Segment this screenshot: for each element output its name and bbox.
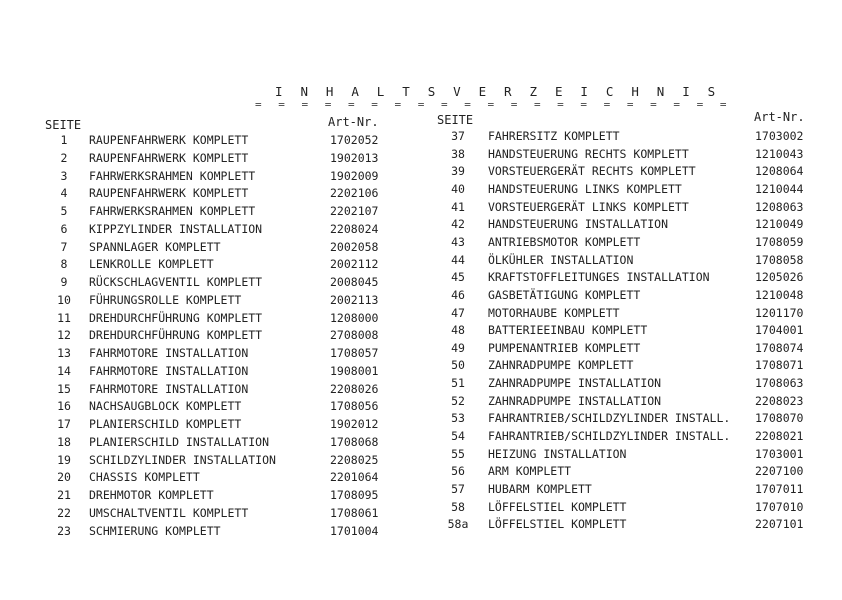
toc-article-number: 1701004 [330,523,379,538]
toc-page-number: 39 [451,164,465,179]
toc-article-number: 1708068 [330,434,379,449]
toc-article-number: 2002058 [330,239,379,254]
toc-section-title: ARM KOMPLETT [488,464,572,479]
toc-article-number: 1208000 [330,310,379,325]
toc-section-title: ANTRIEBSMOTOR KOMPLETT [488,234,641,249]
toc-page-number: 58a [447,517,469,532]
toc-page-number: 58 [451,499,465,514]
toc-section-title: NACHSAUGBLOCK KOMPLETT [89,399,242,414]
toc-page-number: 17 [57,417,71,431]
toc-page-number: 12 [57,328,71,343]
toc-page-number: 19 [57,452,71,467]
toc-page-number: 54 [451,429,465,444]
document-title: I N H A L T S V E R Z E I C H N I S [275,84,721,99]
toc-article-number: 1708056 [330,399,379,414]
toc-section-title: VORSTEUERGERÄT LINKS KOMPLETT [488,199,689,214]
toc-page-number: 37 [451,129,465,143]
toc-article-number: 1902012 [330,417,379,431]
toc-article-number: 1708070 [755,411,804,426]
toc-article-number: 1708059 [755,234,804,249]
toc-page-number: 38 [451,146,465,161]
toc-page-number: 43 [451,234,465,249]
toc-page-number: 45 [451,270,465,285]
toc-page-number: 57 [451,482,465,496]
toc-page-number: 55 [451,446,465,461]
toc-section-title: KRAFTSTOFFLEITUNGES INSTALLATION [488,270,710,285]
toc-page-number: 7 [60,239,68,254]
toc-section-title: VORSTEUERGERÄT RECHTS KOMPLETT [488,164,696,179]
toc-article-number: 1210049 [755,217,804,232]
toc-section-title: HANDSTEUERUNG RECHTS KOMPLETT [488,146,689,161]
toc-page-number: 51 [451,376,465,391]
right-page-column-header: SEITE [437,113,474,127]
toc-article-number: 1703001 [755,446,804,461]
toc-section-title: FAHRMOTORE INSTALLATION [89,363,249,378]
toc-article-number: 1708071 [755,358,804,373]
toc-section-title: FÜHRUNGSROLLE KOMPLETT [89,292,242,307]
toc-page-number: 40 [451,181,465,196]
toc-page-number: 21 [57,488,71,502]
toc-section-title: SPANNLAGER KOMPLETT [89,239,221,254]
toc-article-number: 1902013 [330,150,379,165]
toc-article-number: 1702052 [330,133,379,147]
toc-article-number: 2208023 [755,393,804,408]
toc-page-number: 14 [57,363,71,378]
toc-page-number: 52 [451,393,465,408]
toc-page-number: 8 [60,257,68,272]
toc-section-title: HEIZUNG INSTALLATION [488,446,627,461]
toc-page-number: 6 [60,221,68,236]
toc-article-number: 2008045 [330,275,379,289]
toc-section-title: UMSCHALTVENTIL KOMPLETT [89,505,249,520]
toc-article-number: 2708008 [330,328,379,343]
toc-section-title: DREHDURCHFÜHRUNG KOMPLETT [89,328,263,343]
toc-article-number: 1708063 [755,376,804,391]
toc-page-number: 13 [57,346,71,360]
toc-article-number: 1201170 [755,305,804,320]
toc-section-title: HANDSTEUERUNG LINKS KOMPLETT [488,181,682,196]
toc-section-title: ZAHNRADPUMPE INSTALLATION [488,376,662,391]
toc-section-title: KIPPZYLINDER INSTALLATION [89,221,263,236]
toc-article-number: 2207100 [755,464,804,479]
toc-article-number: 2201064 [330,470,379,485]
toc-section-title: RÜCKSCHLAGVENTIL KOMPLETT [89,275,263,289]
left-page-column-header: SEITE [45,118,82,132]
toc-page-number: 22 [57,505,71,520]
toc-article-number: 2202107 [330,204,379,218]
toc-page-number: 20 [57,470,71,485]
title-underline: = = = = = = = = = = = = = = = = = = = = = [255,98,732,111]
toc-page-number: 53 [451,411,465,426]
toc-section-title: HUBARM KOMPLETT [488,482,592,496]
toc-section-title: RAUPENFAHRWERK KOMPLETT [89,133,249,147]
toc-article-number: 1708095 [330,488,379,502]
toc-section-title: FAHRMOTORE INSTALLATION [89,381,249,396]
toc-section-title: FAHRANTRIEB/SCHILDZYLINDER INSTALL. [488,429,731,444]
toc-page-number: 2 [60,150,68,165]
toc-article-number: 1210044 [755,181,804,196]
toc-page-number: 16 [57,399,71,414]
toc-page-number: 44 [451,252,465,267]
toc-article-number: 1210043 [755,146,804,161]
toc-section-title: FAHRWERKSRAHMEN KOMPLETT [89,204,256,218]
toc-page-number: 3 [60,168,68,183]
toc-page-number: 48 [451,323,465,338]
toc-section-title: FAHRERSITZ KOMPLETT [488,129,620,143]
toc-section-title: LÖFFELSTIEL KOMPLETT [488,499,627,514]
toc-section-title: GASBETÄTIGUNG KOMPLETT [488,287,641,302]
toc-section-title: RAUPENFAHRWERK KOMPLETT [89,186,249,201]
toc-section-title: FAHRANTRIEB/SCHILDZYLINDER INSTALL. [488,411,731,426]
toc-page-number: 1 [60,133,68,147]
toc-section-title: BATTERIEEINBAU KOMPLETT [488,323,648,338]
toc-section-title: SCHILDZYLINDER INSTALLATION [89,452,276,467]
toc-page-number: 5 [60,204,68,218]
toc-article-number: 1205026 [755,270,804,285]
toc-section-title: HANDSTEUERUNG INSTALLATION [488,217,669,232]
toc-article-number: 1703002 [755,129,804,143]
toc-section-title: ÖLKÜHLER INSTALLATION [488,252,634,267]
toc-article-number: 1210048 [755,287,804,302]
toc-section-title: PLANIERSCHILD KOMPLETT [89,417,242,431]
toc-article-number: 1208064 [755,164,804,179]
toc-page-number: 11 [57,310,71,325]
toc-article-number: 2208021 [755,429,804,444]
toc-page-number: 50 [451,358,465,373]
toc-article-number: 1707010 [755,499,804,514]
toc-section-title: CHASSIS KOMPLETT [89,470,200,485]
toc-page-number: 47 [451,305,465,320]
toc-article-number: 1707011 [755,482,804,496]
toc-article-number: 1708074 [755,340,804,355]
toc-section-title: SCHMIERUNG KOMPLETT [89,523,221,538]
toc-article-number: 1708058 [755,252,804,267]
toc-article-number: 2202106 [330,186,379,201]
toc-section-title: FAHRWERKSRAHMEN KOMPLETT [89,168,256,183]
toc-page-number: 4 [60,186,68,201]
toc-article-number: 1908001 [330,363,379,378]
toc-article-number: 1708057 [330,346,379,360]
toc-section-title: PUMPENANTRIEB KOMPLETT [488,340,641,355]
toc-article-number: 2208026 [330,381,379,396]
toc-article-number: 2208025 [330,452,379,467]
toc-page-number: 18 [57,434,71,449]
toc-article-number: 1902009 [330,168,379,183]
toc-section-title: DREHDURCHFÜHRUNG KOMPLETT [89,310,263,325]
toc-page-number: 41 [451,199,465,214]
toc-section-title: LÖFFELSTIEL KOMPLETT [488,517,627,532]
left-art-column-header: Art-Nr. [328,115,379,129]
toc-section-title: PLANIERSCHILD INSTALLATION [89,434,270,449]
toc-section-title: ZAHNRADPUMPE INSTALLATION [488,393,662,408]
toc-article-number: 2208024 [330,221,379,236]
toc-page-number: 10 [57,292,71,307]
toc-article-number: 2207101 [755,517,804,532]
toc-page-number: 15 [57,381,71,396]
toc-article-number: 1704001 [755,323,804,338]
toc-page-number: 49 [451,340,465,355]
toc-section-title: RAUPENFAHRWERK KOMPLETT [89,150,249,165]
toc-page-number: 46 [451,287,465,302]
toc-section-title: LENKROLLE KOMPLETT [89,257,214,272]
toc-page-number: 42 [451,217,465,232]
toc-article-number: 1708061 [330,505,379,520]
toc-page-number: 23 [57,523,71,538]
toc-page-number: 56 [451,464,465,479]
toc-article-number: 2002113 [330,292,379,307]
toc-article-number: 1208063 [755,199,804,214]
right-art-column-header: Art-Nr. [754,110,805,124]
toc-article-number: 2002112 [330,257,379,272]
toc-section-title: DREHMOTOR KOMPLETT [89,488,214,502]
toc-section-title: FAHRMOTORE INSTALLATION [89,346,249,360]
toc-section-title: ZAHNRADPUMPE KOMPLETT [488,358,634,373]
toc-section-title: MOTORHAUBE KOMPLETT [488,305,620,320]
toc-page-number: 9 [60,275,68,289]
